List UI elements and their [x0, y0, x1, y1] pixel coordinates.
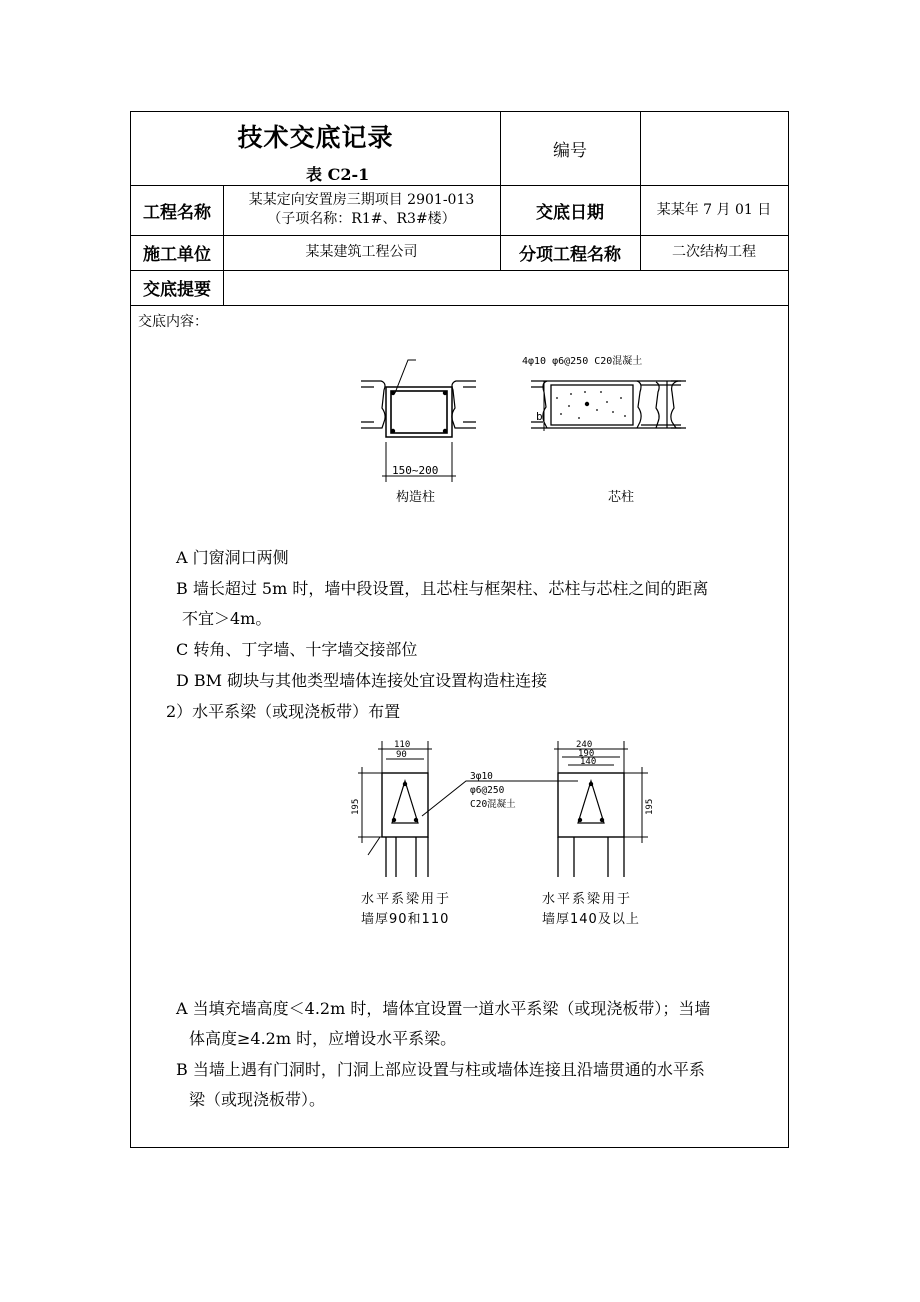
summary-value[interactable] [223, 270, 788, 305]
caption-core-column: 芯柱 [608, 490, 635, 505]
list-item: C 转角、丁字墙、十字墙交接部位 [176, 640, 418, 659]
contractor-value: 某某建筑工程公司 [305, 244, 418, 260]
rebar-dots [391, 391, 447, 433]
left-dim-top: 110 [394, 740, 411, 750]
list-item: 体高度≥4.2m 时，应增设水平系梁。 [189, 1029, 457, 1048]
project-name-line2: （子项名称：R1#、R3#楼） [267, 211, 456, 227]
project-name-value [223, 185, 500, 235]
row-divider [131, 305, 788, 306]
constructional-column-drawing [361, 381, 534, 437]
list-item: D BM 砌块与其他类型墙体连接处宜设置构造柱连接 [176, 671, 548, 690]
section-heading: 2）水平系梁（或现浇板带）布置 [166, 702, 401, 721]
summary-label: 交底提要 [143, 280, 211, 300]
caption-constructional-column: 构造柱 [396, 490, 436, 505]
right-height-dim: 195 [645, 798, 655, 815]
beam-note-stirrup: φ6@250 [470, 785, 505, 796]
caption-right-1: 水平系梁用于 [542, 892, 633, 907]
project-name-line1: 某某定向安置房三期项目 2901-013 [248, 192, 475, 208]
form-title: 技术交底记录 [237, 123, 394, 152]
thickness-dimension-label: b [536, 410, 543, 423]
beam-note-concrete: C20混凝土 [470, 799, 516, 810]
list-item: A 当填充墙高度＜4.2m 时，墙体宜设置一道水平系梁（或现浇板带）；当墙 [176, 999, 711, 1018]
content-heading: 交底内容： [138, 314, 208, 330]
width-dimension-label: 150~200 [392, 464, 439, 477]
leader-line [395, 360, 416, 393]
list-item: B 墙长超过 5m 时，墙中段设置，且芯柱与框架柱、芯柱与芯柱之间的距离 [176, 579, 709, 598]
subproject-value: 二次结构工程 [672, 244, 756, 260]
form-number [306, 162, 369, 185]
caption-right-2: 墙厚140及以上 [542, 912, 640, 927]
technical-briefing-form [130, 111, 789, 1148]
right-dim-inner: 140 [580, 757, 597, 767]
list-item: B 当墙上遇有门洞时，门洞上部应设置与柱或墙体连接且沿墙贯通的水平系 [176, 1060, 705, 1079]
caption-left-2: 墙厚90和110 [361, 912, 450, 927]
core-column-figure [531, 352, 691, 452]
date-label: 交底日期 [536, 202, 604, 223]
project-name-label: 工程名称 [143, 202, 211, 223]
right-dim-mid: 190 [578, 749, 595, 759]
list-item: 不宜＞4m。 [182, 609, 272, 628]
left-height-dim: 195 [351, 798, 361, 815]
number-label: 编号 [553, 141, 587, 161]
form-number-value: C2-1 [327, 165, 370, 184]
contractor-label: 施工单位 [143, 245, 211, 265]
number-value[interactable] [640, 112, 788, 185]
list-item: 梁（或现浇板带）。 [189, 1090, 326, 1109]
right-dim-top: 240 [576, 740, 593, 750]
beam-note-rebar: 3φ10 [470, 771, 493, 782]
subproject-label: 分项工程名称 [519, 245, 621, 265]
list-item: A 门窗洞口两侧 [176, 548, 289, 567]
date-value: 某某年 7 月 01 日 [656, 201, 772, 218]
horizontal-tie-beam-figure [346, 737, 666, 877]
left-dim-inner: 90 [396, 750, 407, 760]
caption-left-1: 水平系梁用于 [361, 892, 452, 907]
rebar-note: 4φ10 φ6@250 C20混凝土 [522, 356, 643, 367]
form-number-prefix: 表 [306, 165, 323, 184]
